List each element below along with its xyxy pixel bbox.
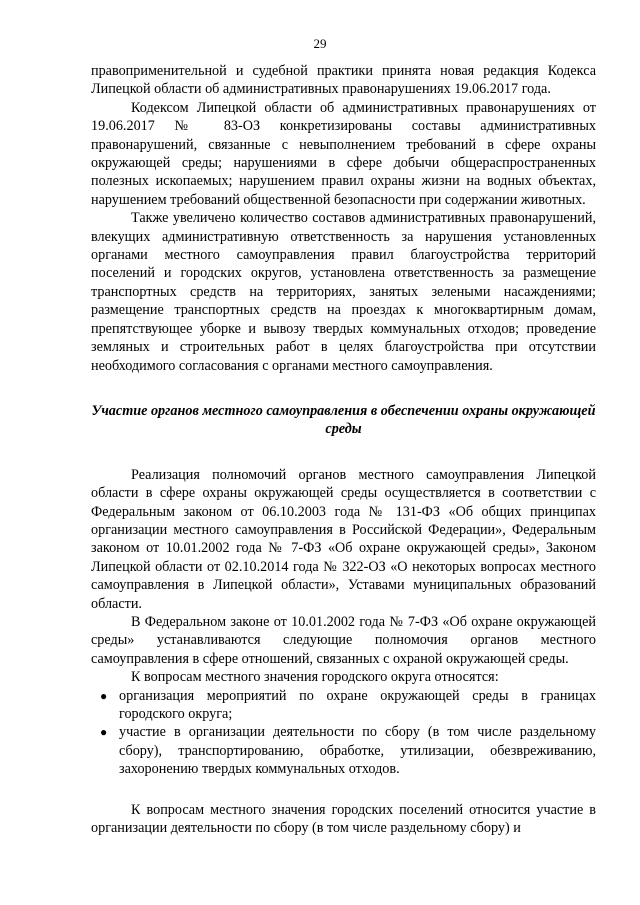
paragraph-continuation: правоприменительной и судебной практики принята новая редакция Кодекса Липецкой области об административных правонарушениях 19.06.2017 года.: [91, 63, 596, 98]
section-title: Участие органов местного самоуправления в обеспечении охраны окружающей среды: [91, 402, 596, 438]
paragraph-federal-law: В Федеральном законе от 10.01.2002 года № 7-ФЗ «Об охране окружающей среды» устанавливаются следующие полномочия органов местного самоуправления в сфере отношений, связанных с охраной окружающей среды.: [91, 613, 596, 667]
list-item: [91, 687, 596, 724]
paragraph-code-concretization: Кодексом Липецкой области об административных правонарушениях от 19.06.2017 № 83-ОЗ конкретизированы составы административных правонарушений, связанные с невыполнением требований в сфере охраны окружающей среды; нарушениями в сфере добычи общераспространенных полезных ископаемых; нарушением правил охраны жизни на водных объектах, нарушением требований общественной безопасности при содержании животных.: [91, 99, 596, 208]
list-item-text: участие в организации деятельности по сбору (в том числе раздельному сбору), транспортированию, обработке, утилизации, обезвреживанию, захоронению твердых коммунальных отходов.: [119, 724, 596, 778]
spacer: [91, 779, 596, 801]
document-body: [91, 62, 596, 837]
paragraph-urban-settlements: К вопросам местного значения городских поселений относится участие в организации деятельности по сбору (в том числе раздельному сбору) и: [91, 801, 596, 837]
paragraph-increased-offenses: Также увеличено количество составов административных правонарушений, влекущих административную ответственность за нарушения установленных органами местного самоуправления правил благоустройства территорий поселений и городских округов, установлена ответственность за размещение транспортных средств на территориях, занятых зелеными насаждениями; размещение транспортных средств на проездах к многоквартирным домам, препятствующее уборке и вывозу твердых коммунальных отходов; проведение земляных и строительных работ в целях благоустройства при отсутствии необходимого согласования с органами местного самоуправления.: [91, 210, 596, 374]
paragraph-implementation: Реализация полномочий органов местного самоуправления Липецкой области в сфере охраны окружающей среды осуществляется в соответствии с Федеральным законом от 06.10.2003 года № 131-ФЗ «Об общих принципах организации местного самоуправления в Российской Федерации», Федеральным законом от 10.01.2002 года № 7-ФЗ «Об охране окружающей среды», Законом Липецкой области от 02.10.2014 года № 322-ОЗ «О некоторых вопросах местного самоуправления в Липецкой области», Уставами муниципальных образований области.: [91, 466, 596, 612]
page-number: 29: [313, 36, 327, 51]
bullet-list: [91, 687, 596, 779]
bullet-icon: ●: [100, 725, 108, 740]
list-item-text: организация мероприятий по охране окружающей среды в границах городского округа;: [119, 687, 596, 722]
list-item: [91, 723, 596, 778]
paragraph-city-district-intro: К вопросам местного значения городского округа относятся:: [131, 669, 499, 686]
bullet-icon: ●: [100, 688, 108, 703]
